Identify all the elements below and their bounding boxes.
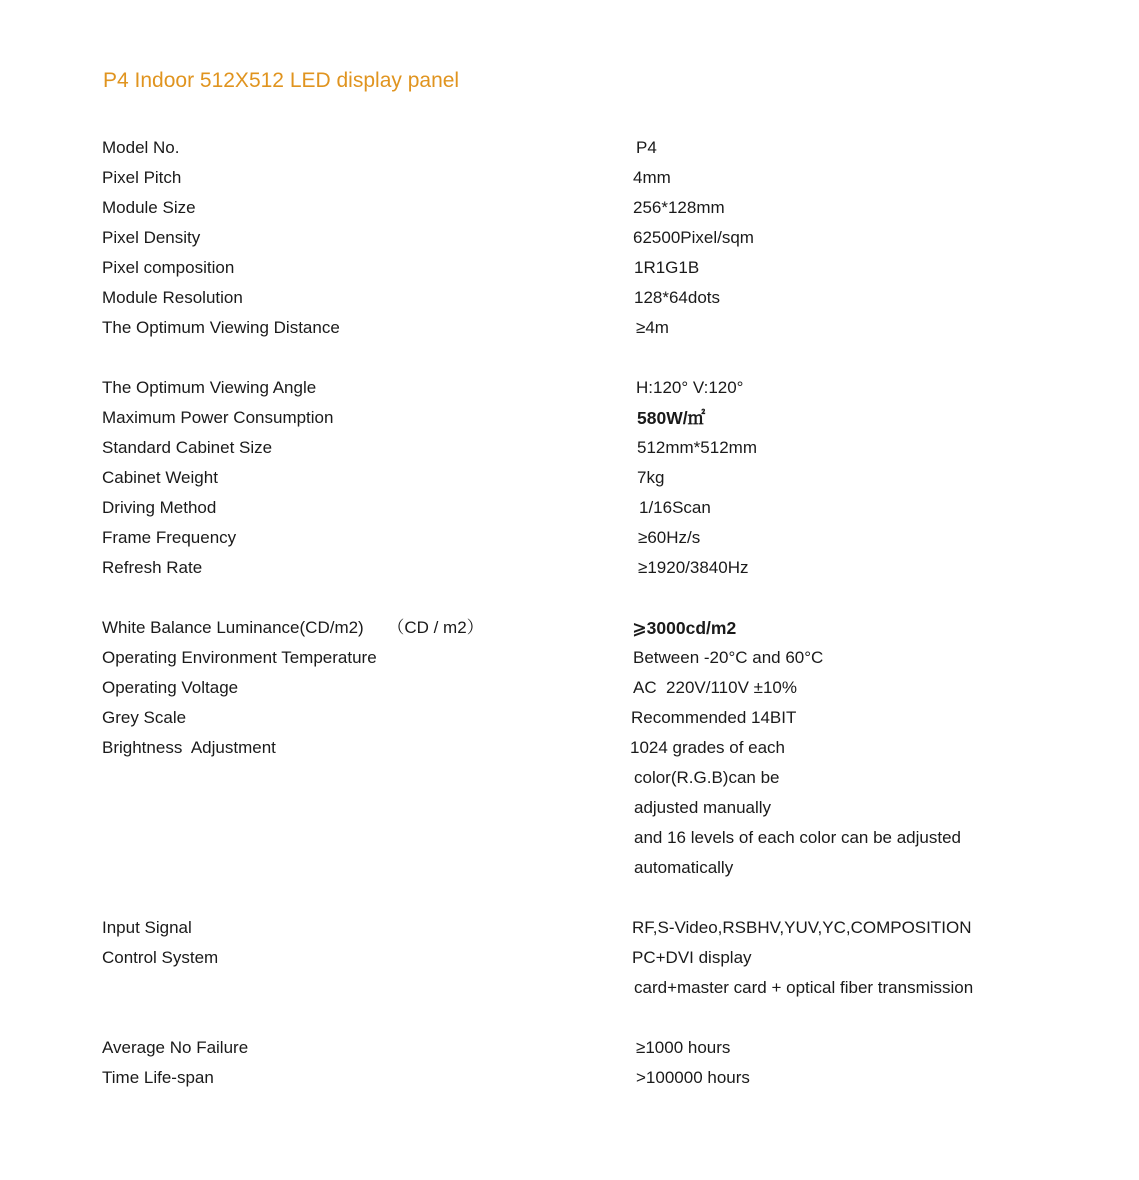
spec-row-continuation — [0, 823, 1139, 853]
spec-row-cabinet-size — [0, 433, 1139, 463]
spec-value: 256*128mm — [633, 198, 725, 217]
spec-row-life-span — [0, 1063, 1139, 1093]
spec-label: Standard Cabinet Size — [102, 438, 273, 457]
spec-label: Pixel Pitch — [102, 168, 182, 187]
spec-value: RF,S-Video,RSBHV,YUV,YC,COMPOSITION — [632, 918, 972, 937]
spec-value: 512mm*512mm — [637, 438, 757, 457]
spec-value: >100000 hours — [636, 1068, 750, 1087]
spec-row-pixel-composition — [0, 253, 1139, 283]
spec-row-frame-frequency — [0, 523, 1139, 553]
spec-row-grey-scale — [0, 703, 1139, 733]
spec-value: ⩾3000cd/m2 — [632, 618, 737, 638]
spec-row-continuation — [0, 853, 1139, 883]
spec-value: ≥1000 hours — [636, 1038, 731, 1057]
spec-label: Time Life-span — [102, 1068, 214, 1087]
spec-row-operating-temperature — [0, 643, 1139, 673]
spec-row-brightness-adjustment — [0, 733, 1139, 763]
spec-value: H:120° V:120° — [636, 378, 744, 397]
spec-value: and 16 levels of each color can be adjusted — [634, 828, 962, 847]
spec-value: ≥60Hz/s — [638, 528, 701, 547]
spec-row-continuation — [0, 793, 1139, 823]
spec-row-power-consumption — [0, 403, 1139, 433]
spec-row-control-system — [0, 943, 1139, 973]
spec-label: Refresh Rate — [102, 558, 203, 577]
spec-label: Grey Scale — [102, 708, 187, 727]
spec-value: 1R1G1B — [634, 258, 700, 277]
spec-value: PC+DVI display — [632, 948, 752, 967]
spec-label: White Balance Luminance(CD/m2) （CD / m2） — [102, 618, 484, 637]
spec-value: 7kg — [637, 468, 665, 487]
spec-label: The Optimum Viewing Distance — [102, 318, 340, 337]
spec-row-white-balance — [0, 613, 1139, 643]
spec-row-model-no — [0, 133, 1139, 163]
spec-row-continuation — [0, 973, 1139, 1003]
spec-value: 580W/㎡ — [637, 408, 706, 428]
spec-value: ≥1920/3840Hz — [638, 558, 749, 577]
spec-row-operating-voltage — [0, 673, 1139, 703]
spec-value: 4mm — [633, 168, 671, 187]
spec-row-module-resolution — [0, 283, 1139, 313]
spec-label: Control System — [102, 948, 219, 967]
spec-value: color(R.G.B)can be — [634, 768, 780, 787]
spec-label: The Optimum Viewing Angle — [102, 378, 317, 397]
spec-row-viewing-distance — [0, 313, 1139, 343]
spec-label: Pixel Density — [102, 228, 201, 247]
spec-label: Model No. — [102, 138, 180, 157]
spec-value: Between -20°C and 60°C — [633, 648, 824, 667]
spec-row-viewing-angle — [0, 373, 1139, 403]
spec-value: 62500Pixel/sqm — [633, 228, 754, 247]
spec-label: Operating Environment Temperature — [102, 648, 377, 667]
spec-label: Average No Failure — [102, 1038, 249, 1057]
spec-value: P4 — [636, 138, 657, 157]
spec-value: adjusted manually — [634, 798, 772, 817]
spec-row-average-no-failure — [0, 1033, 1139, 1063]
spec-label: Operating Voltage — [102, 678, 239, 697]
spec-row-pixel-pitch — [0, 163, 1139, 193]
spec-value: AC 220V/110V ±10% — [633, 678, 798, 697]
spec-label: Maximum Power Consumption — [102, 408, 334, 427]
spec-value: 1024 grades of each — [630, 738, 786, 757]
spec-value: 128*64dots — [634, 288, 721, 307]
spec-value: automatically — [634, 858, 734, 877]
spec-value: 1/16Scan — [639, 498, 711, 517]
page-title: P4 Indoor 512X512 LED display panel — [103, 69, 460, 92]
spec-value: ≥4m — [636, 318, 669, 337]
spec-label: Brightness Adjustment — [102, 738, 276, 757]
spec-label: Module Resolution — [102, 288, 243, 307]
spec-row-module-size — [0, 193, 1139, 223]
spec-label: Driving Method — [102, 498, 217, 517]
spec-row-input-signal — [0, 913, 1139, 943]
spec-row-continuation — [0, 763, 1139, 793]
spec-value: card+master card + optical fiber transmission — [634, 978, 974, 997]
spec-value: Recommended 14BIT — [631, 708, 797, 727]
spec-label: Pixel composition — [102, 258, 235, 277]
spec-label: Cabinet Weight — [102, 468, 218, 487]
spec-label: Frame Frequency — [102, 528, 237, 547]
spec-row-cabinet-weight — [0, 463, 1139, 493]
spec-label: Input Signal — [102, 918, 192, 937]
spec-row-refresh-rate — [0, 553, 1139, 583]
spec-label: Module Size — [102, 198, 196, 217]
spec-row-driving-method — [0, 493, 1139, 523]
spec-row-pixel-density — [0, 223, 1139, 253]
